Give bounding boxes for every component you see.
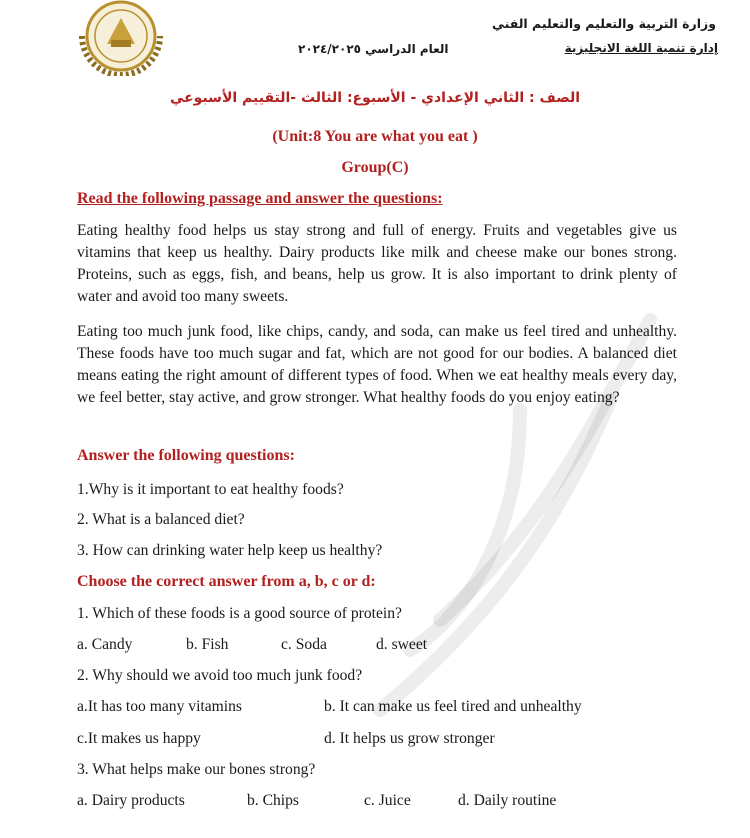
mcq-3-option-a: a. Dairy products (77, 792, 185, 809)
open-question-2: 2. What is a balanced diet? (77, 511, 245, 528)
choose-heading: Choose the correct answer from a, b, c or d: (77, 573, 376, 590)
mcq-question-1: 1. Which of these foods is a good source of protein? (77, 605, 402, 622)
mcq-1-option-c: c. Soda (281, 636, 327, 653)
mcq-2-option-a: a.It has too many vitamins (77, 698, 243, 715)
passage-heading: Read the following passage and answer the questions: (77, 190, 443, 207)
open-question-1: 1.Why is it important to eat healthy foods? (77, 481, 344, 498)
passage-paragraph-1: Eating healthy food helps us stay strong and full of energy. Fruits and vegetables give us vitamins that keep us healthy. Dairy products like milk and cheese make our bones strong. Proteins, such as eggs, fish, and beans, help us grow. It is also important to drink plenty of water and avoid too many sweets. (77, 222, 677, 305)
mcq-question-2: 2. Why should we avoid too much junk food? (77, 667, 363, 684)
ministry-emblem-icon (62, 0, 180, 76)
mcq-3-option-c: c. Juice (364, 792, 411, 809)
mcq-2-option-d: d. It helps us grow stronger (324, 730, 495, 747)
mcq-1-option-b: b. Fish (186, 636, 229, 653)
passage-paragraph-2: Eating too much junk food, like chips, candy, and soda, can make us feel tired and unhealthy. These foods have too much sugar and fat, which are not good for our bodies. A balanced diet means eating the right amount of different types of food. When we eat healthy meals every day, we feel better, stay active, and grow stronger. What healthy foods do you enjoy eating? (77, 323, 677, 406)
mcq-2-option-b: b. It can make us feel tired and unhealthy (324, 698, 582, 715)
mcq-3-option-b: b. Chips (247, 792, 299, 809)
open-question-3: 3. How can drinking water help keep us healthy? (77, 542, 383, 559)
mcq-2-option-c: c.It makes us happy (77, 730, 201, 747)
group-title: Group(C) (341, 159, 409, 176)
grade-week-line: الصف : الثاني الإعدادي - الأسبوع: الثالث -التقييم الأسبوعي (169, 90, 581, 106)
mcq-question-3: 3. What helps make our bones strong? (77, 761, 316, 778)
department-name: إدارة تنمية اللغة الانجليزية (564, 41, 718, 55)
mcq-1-option-d: d. sweet (376, 636, 428, 653)
mcq-1-option-a: a. Candy (77, 636, 133, 653)
academic-year: العام الدراسي ٢٠٢٤/٢٠٢٥ (298, 42, 449, 56)
answer-heading: Answer the following questions: (77, 447, 295, 464)
ministry-name: وزارة التربية والتعليم والتعليم الفني (491, 16, 716, 31)
unit-title: (Unit:8 You are what you eat ) (272, 128, 478, 145)
mcq-3-option-d: d. Daily routine (458, 792, 557, 809)
